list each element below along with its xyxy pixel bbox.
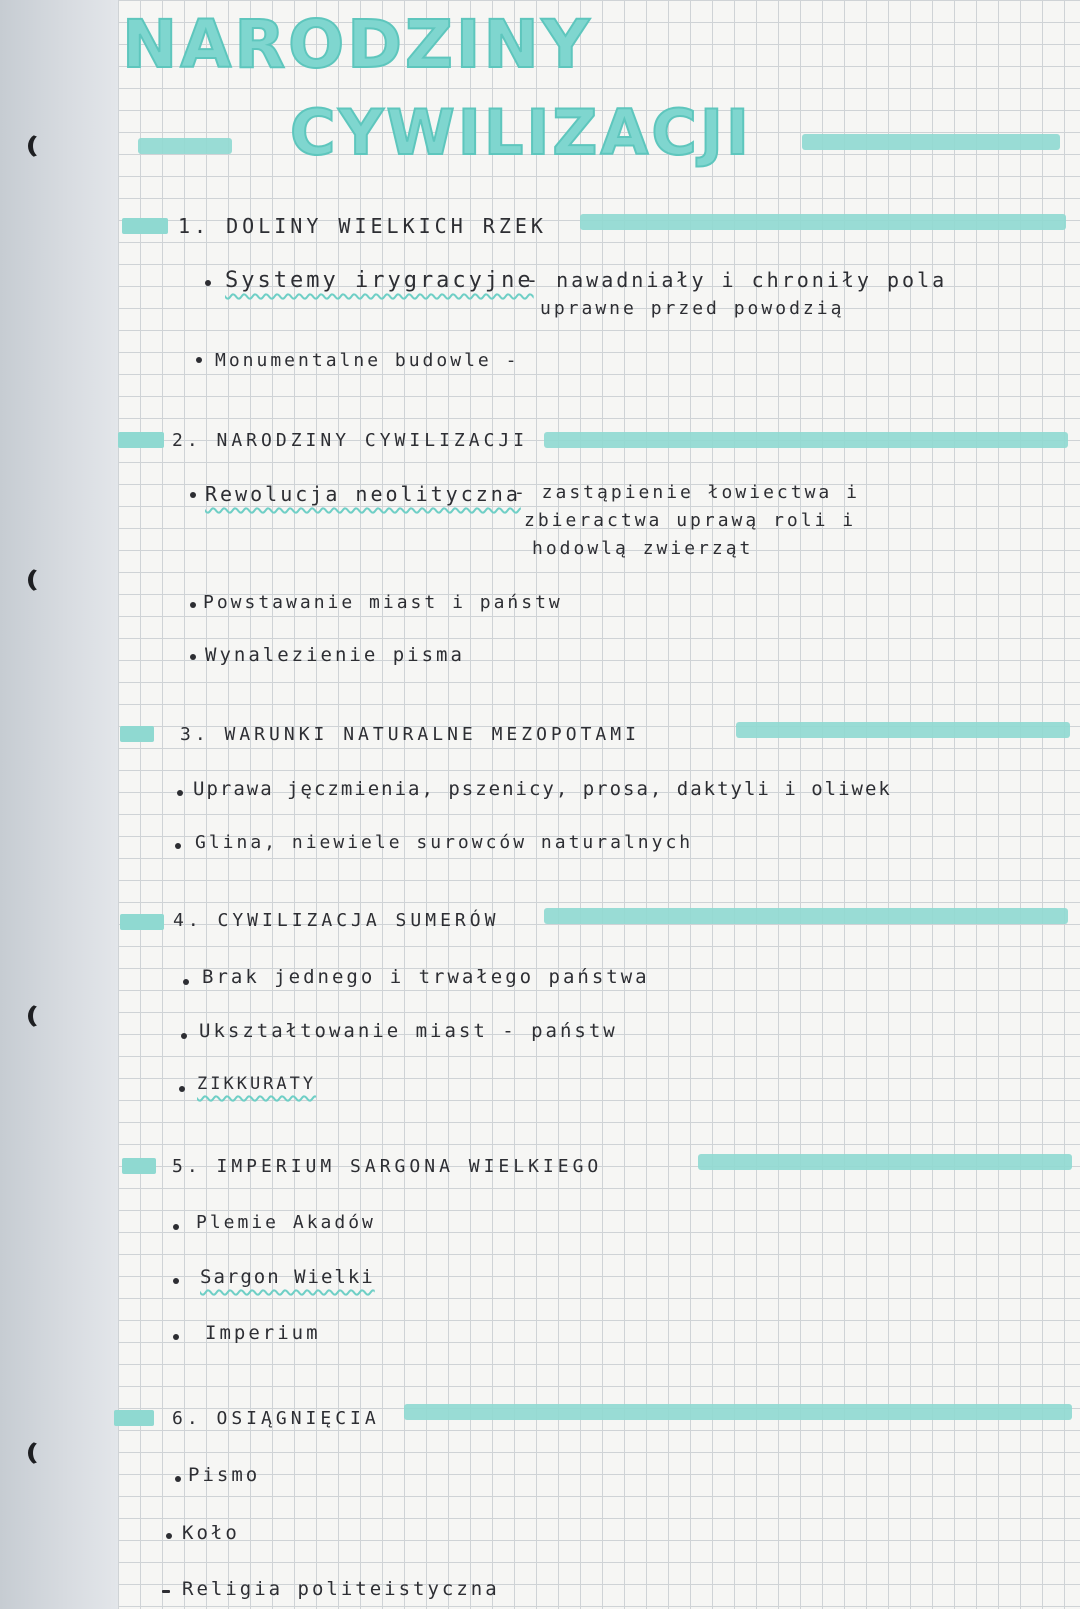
list-item-description: - nawadniały i chroniły pola bbox=[526, 268, 948, 292]
bullet-point bbox=[190, 492, 196, 498]
binder-hole bbox=[28, 567, 54, 593]
list-item-term: Koło bbox=[182, 1522, 240, 1544]
section-highlight bbox=[580, 214, 1066, 230]
bullet-point bbox=[177, 790, 183, 796]
dash-bullet bbox=[162, 1590, 170, 1593]
binder-hole bbox=[28, 1440, 54, 1466]
section-highlight bbox=[736, 722, 1070, 738]
list-item-term: Plemie Akadów bbox=[196, 1212, 376, 1233]
section-marker bbox=[122, 1158, 156, 1174]
bullet-point bbox=[196, 357, 202, 363]
page-title-line-1: NARODZINY bbox=[122, 6, 593, 83]
bullet-point bbox=[175, 1476, 181, 1482]
list-item-term: Rewolucja neolityczna bbox=[205, 482, 521, 506]
title-highlight-right bbox=[802, 134, 1060, 150]
section-marker bbox=[122, 218, 168, 234]
list-item-term: Monumentalne budowle - bbox=[215, 350, 520, 371]
list-item-term: Imperium bbox=[205, 1322, 321, 1344]
section-highlight bbox=[698, 1154, 1072, 1170]
bullet-point bbox=[205, 280, 211, 286]
list-item-term: Wynalezienie pisma bbox=[205, 644, 465, 666]
binder-hole bbox=[28, 1003, 54, 1029]
bullet-point bbox=[179, 1086, 185, 1092]
list-item-term: Sargon Wielki bbox=[200, 1266, 375, 1288]
section-marker bbox=[114, 1410, 154, 1426]
section-highlight bbox=[404, 1404, 1072, 1420]
list-item-term: Uprawa jęczmienia, pszenicy, prosa, daktyli i oliwek bbox=[193, 778, 892, 800]
list-item-term: Glina, niewiele surowców naturalnych bbox=[195, 832, 694, 853]
title-highlight-left bbox=[138, 138, 232, 154]
bullet-point bbox=[173, 1278, 179, 1284]
list-item-term: Powstawanie miast i państw bbox=[203, 592, 563, 613]
bullet-point bbox=[175, 843, 181, 849]
notebook-page bbox=[118, 0, 1080, 1609]
bullet-point bbox=[173, 1224, 179, 1230]
section-marker bbox=[118, 432, 164, 448]
bullet-point bbox=[166, 1533, 172, 1539]
section-heading: 3. WARUNKI NATURALNE MEZOPOTAMI bbox=[180, 724, 640, 745]
bullet-point bbox=[190, 602, 196, 608]
list-item-description: uprawne przed powodzią bbox=[540, 298, 845, 319]
list-item-term: ZIKKURATY bbox=[197, 1074, 317, 1094]
binder-hole bbox=[28, 133, 54, 159]
bullet-point bbox=[190, 654, 196, 660]
list-item-term: Ukształtowanie miast - państw bbox=[199, 1020, 618, 1042]
list-item-term: Religia politeistyczna bbox=[182, 1578, 500, 1600]
list-item-term: Systemy irygracyjne bbox=[225, 268, 534, 293]
list-item-term: Brak jednego i trwałego państwa bbox=[202, 966, 650, 988]
section-heading: 2. NARODZINY CYWILIZACJI bbox=[172, 430, 529, 451]
page-title-line-2: CYWILIZACJI bbox=[290, 96, 753, 169]
section-heading: 5. IMPERIUM SARGONA WIELKIEGO bbox=[172, 1156, 603, 1177]
section-highlight bbox=[544, 432, 1068, 448]
section-heading: 6. OSIĄGNIĘCIA bbox=[172, 1408, 380, 1429]
list-item-description: - zastąpienie łowiectwa i bbox=[514, 482, 860, 503]
section-heading: 1. DOLINY WIELKICH RZEK bbox=[178, 214, 547, 238]
list-item-term: Pismo bbox=[188, 1464, 261, 1486]
section-marker bbox=[120, 726, 154, 742]
section-heading: 4. CYWILIZACJA SUMERÓW bbox=[173, 910, 500, 931]
binder-strip bbox=[0, 0, 118, 1609]
bullet-point bbox=[181, 1033, 187, 1039]
section-highlight bbox=[544, 908, 1068, 924]
bullet-point bbox=[173, 1334, 179, 1340]
bullet-point bbox=[183, 979, 189, 985]
list-item-description: zbieractwa uprawą roli i bbox=[524, 510, 857, 531]
list-item-description: hodowlą zwierząt bbox=[532, 538, 754, 559]
section-marker bbox=[120, 914, 164, 930]
